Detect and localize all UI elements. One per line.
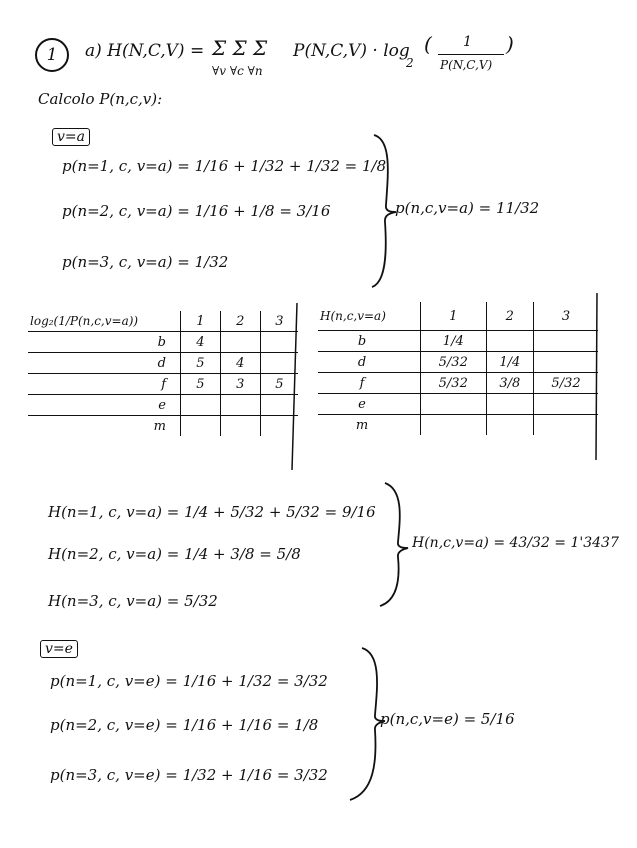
entropy-table-cell: 1/4 bbox=[421, 331, 487, 352]
prob-result-a: p(n,c,v=a) = 11/32 bbox=[395, 199, 540, 217]
header-frac-numerator: 1 bbox=[463, 34, 472, 50]
section-label-v-e: v=e bbox=[40, 640, 78, 658]
log-table-col: 2 bbox=[220, 311, 260, 332]
entropy-table-row-label: e bbox=[318, 394, 421, 415]
log-table-row-label: f bbox=[28, 374, 181, 395]
log-table-col: 3 bbox=[260, 311, 298, 332]
log-table-col: 1 bbox=[181, 311, 221, 332]
log-table-cell: 5 bbox=[181, 353, 221, 374]
log-table-cell: 5 bbox=[260, 374, 298, 395]
entropy-line-1: H(n=1, c, v=a) = 1/4 + 5/32 + 5/32 = 9/16 bbox=[48, 503, 376, 521]
log-table-corner: log₂(1/P(n,c,v=a)) bbox=[28, 311, 181, 332]
prob-line-a-3: p(n=3, c, v=a) = 1/32 bbox=[62, 253, 229, 271]
entropy-formula-body: P(N,C,V) · log bbox=[293, 41, 410, 61]
calc-label: Calcolo P(n,c,v): bbox=[38, 90, 163, 108]
prob-line-a-2: p(n=2, c, v=a) = 1/16 + 1/8 = 3/16 bbox=[62, 202, 331, 220]
log-table-row-label: d bbox=[28, 353, 181, 374]
curly-brace-h bbox=[380, 483, 408, 606]
entropy-table-row-label: f bbox=[318, 373, 421, 394]
sigma-symbols: Σ Σ Σ bbox=[212, 36, 268, 60]
prob-line-e-3: p(n=3, c, v=e) = 1/32 + 1/16 = 3/32 bbox=[50, 766, 328, 784]
log-subscript: 2 bbox=[406, 56, 414, 70]
entropy-line-3: H(n=3, c, v=a) = 5/32 bbox=[48, 592, 218, 610]
header-frac-denominator: P(N,C,V) bbox=[440, 58, 493, 72]
prob-line-e-2: p(n=2, c, v=e) = 1/16 + 1/16 = 1/8 bbox=[50, 716, 319, 734]
log-table-cell: 4 bbox=[181, 332, 221, 353]
entropy-formula-prefix: a) H(N,C,V) = bbox=[85, 41, 205, 61]
entropy-table-row-label: b bbox=[318, 331, 421, 352]
log-table-cell: 3 bbox=[220, 374, 260, 395]
log-table-row-label: m bbox=[28, 416, 181, 437]
entropy-table-cell: 3/8 bbox=[486, 373, 534, 394]
header-fraction: ( bbox=[424, 32, 432, 56]
entropy-table-cell: 1/4 bbox=[486, 352, 534, 373]
log-table-cell: 4 bbox=[220, 353, 260, 374]
entropy-table-cell: 5/32 bbox=[534, 373, 598, 394]
sigma-subscripts: ∀v ∀c ∀n bbox=[212, 64, 263, 78]
prob-line-e-1: p(n=1, c, v=e) = 1/16 + 1/32 = 3/32 bbox=[50, 672, 328, 690]
log-table-vline-right bbox=[292, 303, 297, 470]
prob-line-a-1: p(n=1, c, v=a) = 1/16 + 1/32 + 1/32 = 1/8 bbox=[62, 157, 387, 175]
entropy-table-vline-right bbox=[596, 293, 597, 460]
curly-brace-a bbox=[372, 135, 396, 287]
entropy-table-col: 3 bbox=[534, 302, 598, 331]
entropy-table-col: 1 bbox=[421, 302, 487, 331]
log-table-cell: 5 bbox=[181, 374, 221, 395]
prob-result-e: p(n,c,v=e) = 5/16 bbox=[380, 710, 515, 728]
entropy-table-corner: H(n,c,v=a) bbox=[318, 302, 421, 331]
entropy-result: H(n,c,v=a) = 43/32 = 1'3437 bbox=[412, 535, 619, 551]
problem-number: 1 bbox=[46, 45, 58, 65]
section-label-v-a: v=a bbox=[52, 128, 90, 146]
header-fraction-close: ) bbox=[506, 32, 514, 56]
entropy-line-2: H(n=2, c, v=a) = 1/4 + 3/8 = 5/8 bbox=[48, 545, 301, 563]
entropy-table-col: 2 bbox=[486, 302, 534, 331]
entropy-table-row-label: d bbox=[318, 352, 421, 373]
entropy-table-cell: 5/32 bbox=[421, 352, 487, 373]
entropy-table-row-label: m bbox=[318, 415, 421, 436]
log-table-row-label: b bbox=[28, 332, 181, 353]
curly-brace-e bbox=[350, 648, 385, 800]
entropy-table-cell: 5/32 bbox=[421, 373, 487, 394]
log-table-row-label: e bbox=[28, 395, 181, 416]
